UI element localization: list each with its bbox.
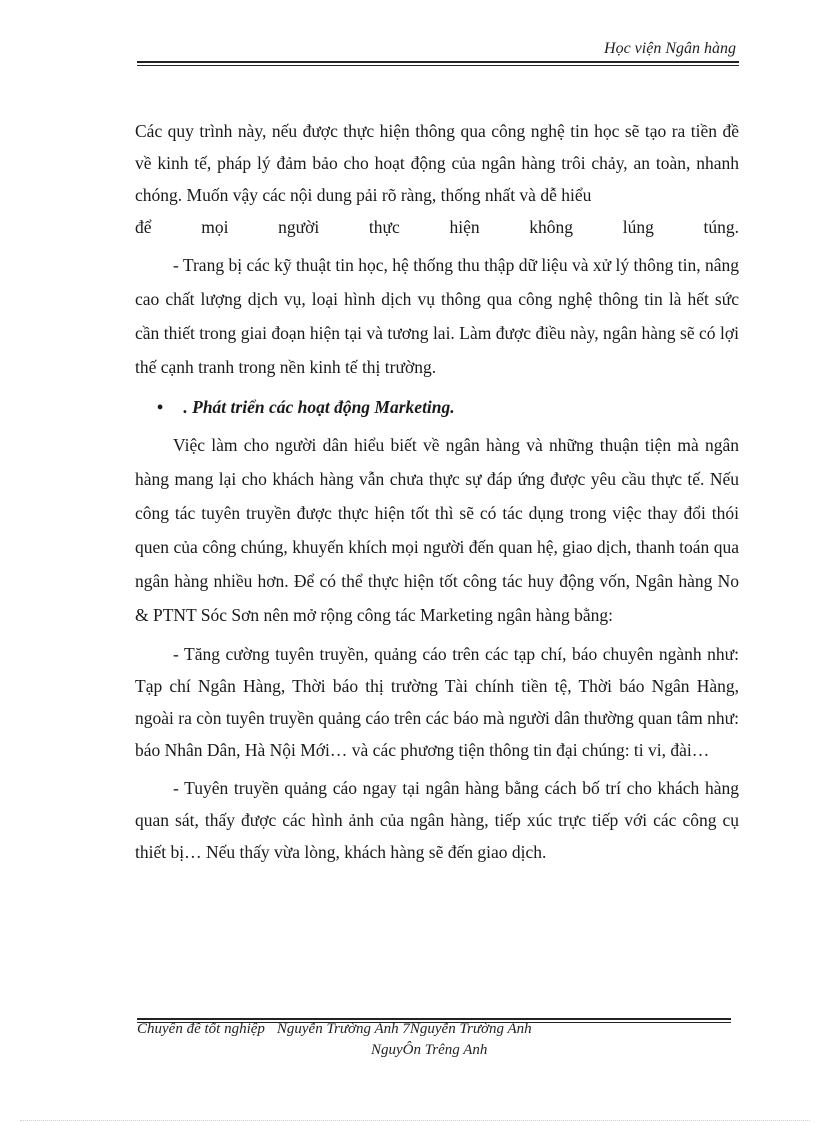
page-header-title: Học viện Ngân hàng (604, 40, 736, 57)
footer-garbled-author: NguyÔn Trêng Anh (371, 1042, 488, 1058)
paragraph-5: - Tuyên truyền quảng cáo ngay tại ngân hàng bằng cách bố trí cho khách hàng quan sát, thấy được các hình ảnh của ngân hàng, tiếp xúc trực tiếp với các công cụ thiết bị… Nếu thấy vừa lòng, khách hàng sẽ đến giao dịch. (135, 778, 739, 862)
paragraph-1-last-line: để mọi người thực hiện không lúng túng. (135, 217, 739, 237)
section-heading (135, 392, 739, 422)
section-heading-text: . Phát triển các hoạt động Marketing. (183, 397, 455, 417)
page-body (135, 115, 739, 868)
paragraph-3: Việc làm cho người dân hiểu biết về ngân hàng và những thuận tiện mà ngân hàng mang lại cho khách hàng vẫn chưa thực sự đáp ứng được yêu cầu thực tế. Nếu công tác tuyên truyền được thực hiện tốt thì sẽ có tác dụng trong việc thay đổi thói quen của công chúng, khuyến khích mọi người đến quan hệ, giao dịch, thanh toán qua ngân hàng nhiều hơn. Để có thể thực hiện tốt công tác huy động vốn, Ngân hàng No & PTNT Sóc Sơn nên mở rộng công tác Marketing ngân hàng bằng: (135, 435, 739, 625)
bullet-icon: • (157, 397, 164, 417)
page-edge-divider (20, 1120, 810, 1121)
paragraph-2: - Trang bị các kỹ thuật tin học, hệ thống thu thập dữ liệu và xử lý thông tin, nâng cao chất lượng dịch vụ, loại hình dịch vụ thông qua công nghệ thông tin là hết sức cần thiết trong giai đoạn hiện tại và tương lai. Làm được điều này, ngân hàng sẽ có lợi thế cạnh tranh trong nền kinh tế thị trường. (135, 255, 739, 377)
footer-rule-thick (137, 1018, 731, 1020)
footer-author: Nguyễn Trường Anh 7Nguyễn Trường Anh (276, 1021, 532, 1037)
footer-line-1 (137, 1021, 532, 1038)
header-rule-thick (137, 61, 739, 63)
footer-label: Chuyên đề tốt nghiệp (137, 1021, 265, 1037)
paragraph-4: - Tăng cường tuyên truyền, quảng cáo trên các tạp chí, báo chuyên ngành như: Tạp chí Ngân Hàng, Thời báo thị trường Tài chính tiền tệ, Thời báo Ngân Hàng, ngoài ra còn tuyên truyền quảng cáo trên các báo mà người dân thường quan tâm như: báo Nhân Dân, Hà Nội Mới… và các phương tiện thông tin đại chúng: ti vi, đài… (135, 644, 739, 760)
header-rule-thin (137, 65, 739, 66)
paragraph-1: Các quy trình này, nếu được thực hiện thông qua công nghệ tin học sẽ tạo ra tiền đề về kinh tế, pháp lý đảm bảo cho hoạt động của ngân hàng trôi chảy, an toàn, nhanh chóng. Muốn vậy các nội dung pải rõ ràng, thống nhất và dễ hiểu (135, 121, 739, 205)
